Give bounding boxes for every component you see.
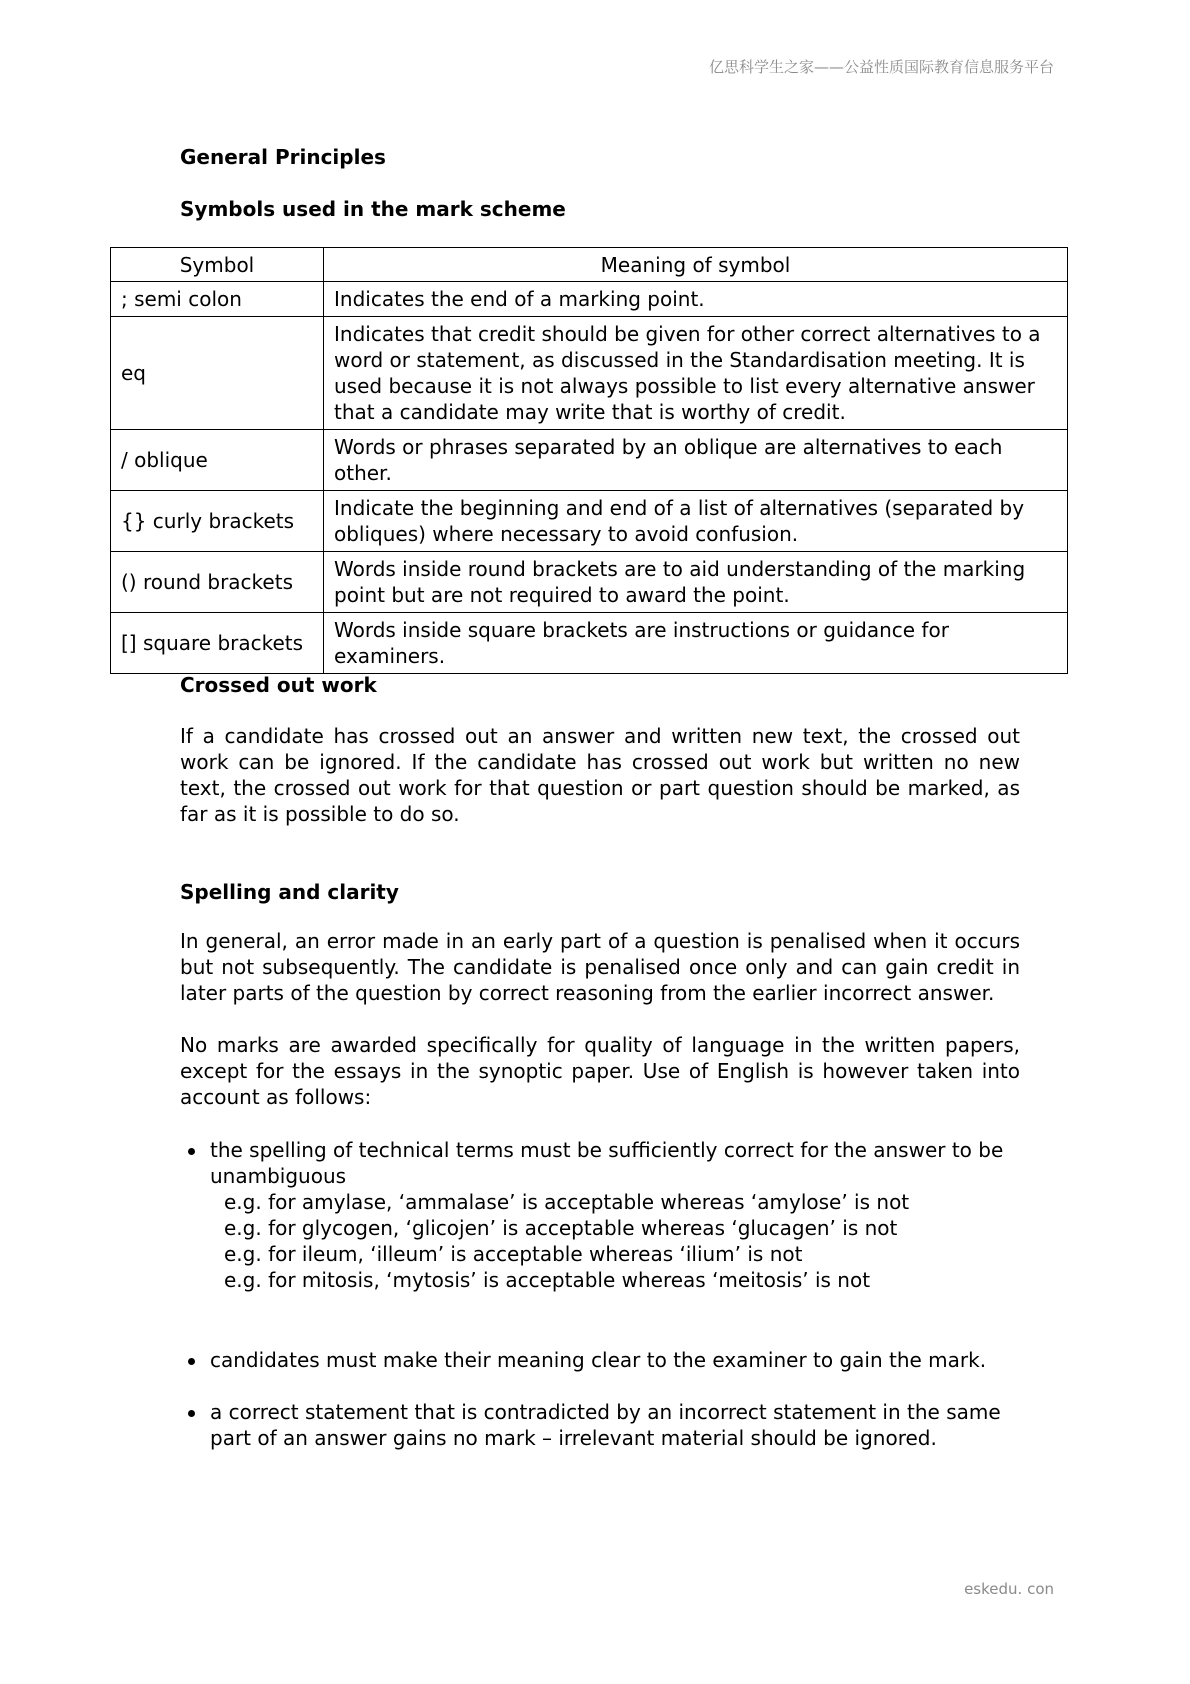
crossed-out-paragraph: If a candidate has crossed out an answer and written new text, the crossed out work can be ignored. If the candidate has crossed out work but written no new text, the crossed out work for that question or part question should be marked, as far as it is possible to do so.	[180, 724, 1020, 826]
spelling-heading: Spelling and clarity	[180, 880, 399, 904]
meaning-cell: Indicates that credit should be given for other correct alternatives to a word or statement, as discussed in the Standardisation meeting. It is used because it is not always possible to list every alternative answer that a candidate may write that is worthy of credit.	[324, 317, 1068, 430]
bullet-icon	[188, 1148, 195, 1155]
table-header-row	[111, 248, 1068, 282]
meaning-cell: Words or phrases separated by an oblique are alternatives to each other.	[324, 430, 1068, 491]
meaning-cell: Words inside square brackets are instructions or guidance for examiners.	[324, 613, 1068, 674]
table-row	[111, 491, 1068, 552]
list-item	[180, 1137, 1040, 1293]
symbols-table	[110, 247, 1068, 674]
symbol-cell: () round brackets	[111, 552, 324, 613]
page-header-site-text: 亿思科学生之家——公益性质国际教育信息服务平台	[708, 58, 1054, 76]
general-principles-heading: General Principles	[180, 145, 386, 169]
crossed-out-heading: Crossed out work	[180, 673, 377, 697]
table-row	[111, 613, 1068, 674]
column-header-symbol: Symbol	[111, 248, 324, 282]
column-header-meaning: Meaning of symbol	[324, 248, 1068, 282]
table-row	[111, 317, 1068, 430]
spelling-bullet-list	[180, 1137, 1040, 1293]
spelling-paragraph-1: In general, an error made in an early part of a question is penalised when it occurs but not subsequently. The candidate is penalised once only and can gain credit in later parts of the question by correct reasoning from the earlier incorrect answer.	[180, 929, 1020, 1005]
bullet-text: candidates must make their meaning clear to the examiner to gain the mark.	[210, 1348, 987, 1372]
table-row	[111, 552, 1068, 613]
bullet-text: a correct statement that is contradicted by an incorrect statement in the same part of an answer gains no mark – irrelevant material should be ignored.	[210, 1400, 1001, 1450]
meaning-cell: Indicate the beginning and end of a list of alternatives (separated by obliques) where necessary to avoid confusion.	[324, 491, 1068, 552]
symbol-cell: / oblique	[111, 430, 324, 491]
list-item	[180, 1347, 1040, 1373]
list-item	[180, 1399, 1040, 1451]
spelling-paragraph-2: No marks are awarded specifically for quality of language in the written papers, except for the essays in the synoptic paper. Use of English is however taken into account as follows:	[180, 1033, 1020, 1109]
table-row	[111, 430, 1068, 491]
meaning-cell: Indicates the end of a marking point.	[324, 282, 1068, 317]
page-footer-site-text: eskedu. con	[964, 1580, 1054, 1598]
clarity-bullet-list	[180, 1347, 1040, 1451]
symbols-heading: Symbols used in the mark scheme	[180, 197, 566, 221]
bullet-icon	[188, 1410, 195, 1417]
table-row	[111, 282, 1068, 317]
symbol-cell: eq	[111, 317, 324, 430]
example-line: e.g. for glycogen, ‘glicojen’ is acceptable whereas ‘glucagen’ is not	[224, 1216, 898, 1240]
symbol-cell: [] square brackets	[111, 613, 324, 674]
example-line: e.g. for amylase, ‘ammalase’ is acceptable whereas ‘amylose’ is not	[224, 1190, 910, 1214]
bullet-text: the spelling of technical terms must be sufficiently correct for the answer to be unambiguous	[210, 1138, 1004, 1188]
example-line: e.g. for mitosis, ‘mytosis’ is acceptable whereas ‘meitosis’ is not	[224, 1268, 871, 1292]
symbol-cell: ; semi colon	[111, 282, 324, 317]
bullet-icon	[188, 1358, 195, 1365]
example-line: e.g. for ileum, ‘illeum’ is acceptable whereas ‘ilium’ is not	[224, 1242, 803, 1266]
symbol-cell: {} curly brackets	[111, 491, 324, 552]
meaning-cell: Words inside round brackets are to aid understanding of the marking point but are not required to award the point.	[324, 552, 1068, 613]
